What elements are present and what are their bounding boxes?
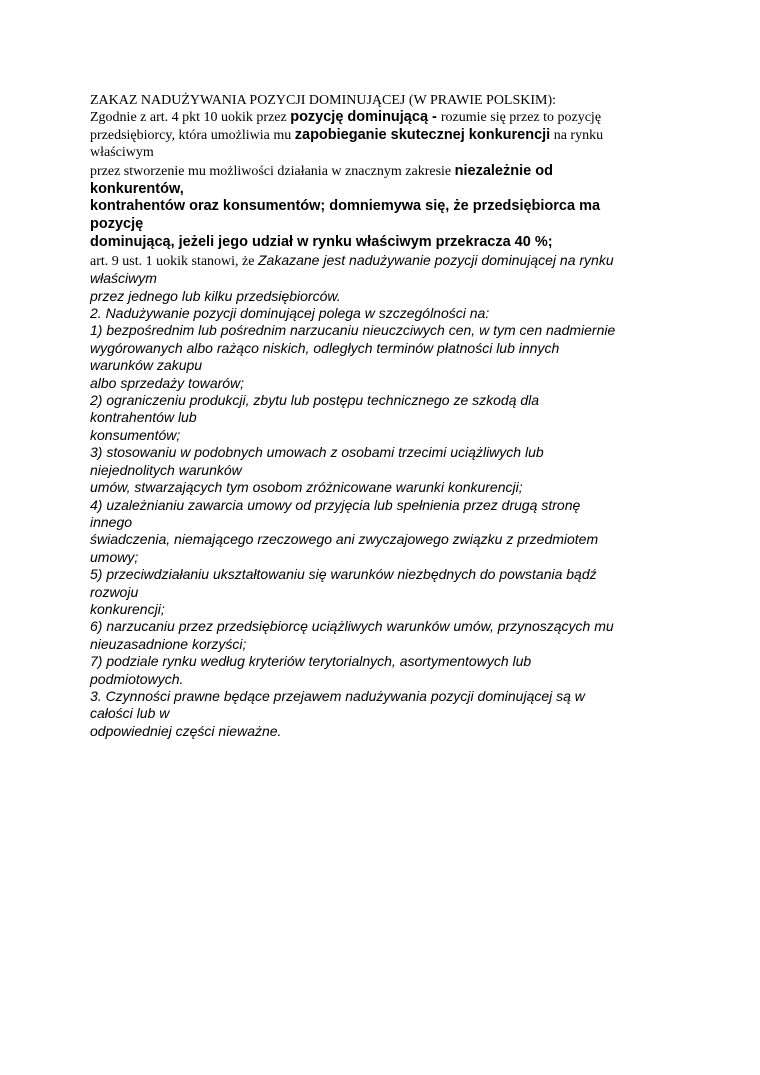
body-line: albo sprzedaży towarów;: [90, 374, 245, 391]
body-line: 4) uzależnianiu zawarcia umowy od przyjęcia lub spełnienia przez drugą stronę: [90, 496, 581, 513]
text-span: rozumie się przez to pozycję: [440, 110, 602, 126]
body-line: 3. Czynności prawne będące przejawem nadużywania pozycji dominującej są w: [90, 687, 585, 704]
body-line: 2. Nadużywanie pozycji dominującej polega w szczególności na:: [90, 305, 490, 322]
body-line: wygórowanych albo rażąco niskich, odległych terminów płatności lub innych: [90, 339, 560, 356]
body-line: 2) ograniczeniu produkcji, zbytu lub postępu technicznego ze szkodą dla: [90, 392, 540, 409]
text-span: art. 9 ust. 1 uokik stanowi, że: [90, 253, 258, 269]
body-line: innego: [90, 513, 133, 530]
article-body: [90, 305, 670, 740]
definition-line-6: kontrahentów oraz konsumentów; domniemywa się, że przedsiębiorca ma: [90, 198, 601, 215]
body-line: konsumentów;: [90, 426, 181, 443]
body-line: niejednolitych warunków: [90, 461, 242, 478]
body-line: umowy;: [90, 548, 139, 565]
text-span: przedsiębiorcy, która umożliwia mu: [90, 127, 295, 143]
article-line-2: właściwym: [90, 270, 157, 287]
definition-line-8: dominującą, jeżeli jego udział w rynku właściwym przekracza 40 %;: [90, 234, 553, 251]
article-line-1: [90, 252, 670, 270]
body-line: 6) narzucaniu przez przedsiębiorcę uciążliwych warunków umów, przynoszących mu: [90, 618, 614, 635]
body-line: konkurencji;: [90, 600, 165, 617]
body-line: nieuzasadnione korzyści;: [90, 635, 247, 652]
definition-line-5: konkurentów,: [90, 180, 184, 197]
document-page: [90, 92, 670, 740]
body-line: świadczenia, niemającego rzeczowego ani zwyczajowego związku z przedmiotem: [90, 531, 599, 548]
definition-line-4: [90, 162, 670, 181]
italic-quote: Zakazane jest nadużywanie pozycji dominującej na rynku: [257, 251, 614, 268]
bold-term: zapobieganie skutecznej konkurencji: [294, 126, 551, 143]
definition-line-7: pozycję: [90, 216, 144, 233]
definition-line-3: właściwym: [90, 145, 154, 161]
body-line: umów, stwarzających tym osobom zróżnicowane warunki konkurencji;: [90, 479, 523, 496]
body-line: całości lub w: [90, 705, 170, 722]
bold-term: pozycję dominującą -: [290, 109, 441, 126]
text-span: na rynku: [550, 127, 604, 143]
definition-line-2: [90, 127, 670, 144]
body-line: rozwoju: [90, 583, 139, 600]
body-line: 3) stosowaniu w podobnych umowach z osobami trzecimi uciążliwych lub: [90, 444, 544, 461]
document-title: ZAKAZ NADUŻYWANIA POZYCJI DOMINUJĄCEJ (W PRAWIE POLSKIM):: [90, 93, 557, 108]
article-line-3: przez jednego lub kilku przedsiębiorców.: [90, 287, 341, 304]
body-line: warunków zakupu: [90, 357, 203, 374]
definition-line-1: [90, 109, 670, 126]
body-line: odpowiedniej części nieważne.: [90, 722, 282, 739]
body-line: 1) bezpośrednim lub pośrednim narzucaniu nieuczciwych cen, w tym cen nadmiernie: [90, 322, 616, 339]
text-span: Zgodnie z art. 4 pkt 10 uokik przez: [90, 110, 291, 126]
body-line: podmiotowych.: [90, 670, 184, 687]
bold-term: niezależnie od: [454, 162, 553, 179]
body-line: 5) przeciwdziałaniu ukształtowaniu się warunków niezbędnych do powstania bądź: [90, 566, 597, 583]
body-line: kontrahentów lub: [90, 409, 197, 426]
body-line: 7) podziale rynku według kryteriów terytorialnych, asortymentowych lub: [90, 653, 532, 670]
text-span: przez stworzenie mu możliwości działania w znacznym zakresie: [90, 163, 455, 179]
